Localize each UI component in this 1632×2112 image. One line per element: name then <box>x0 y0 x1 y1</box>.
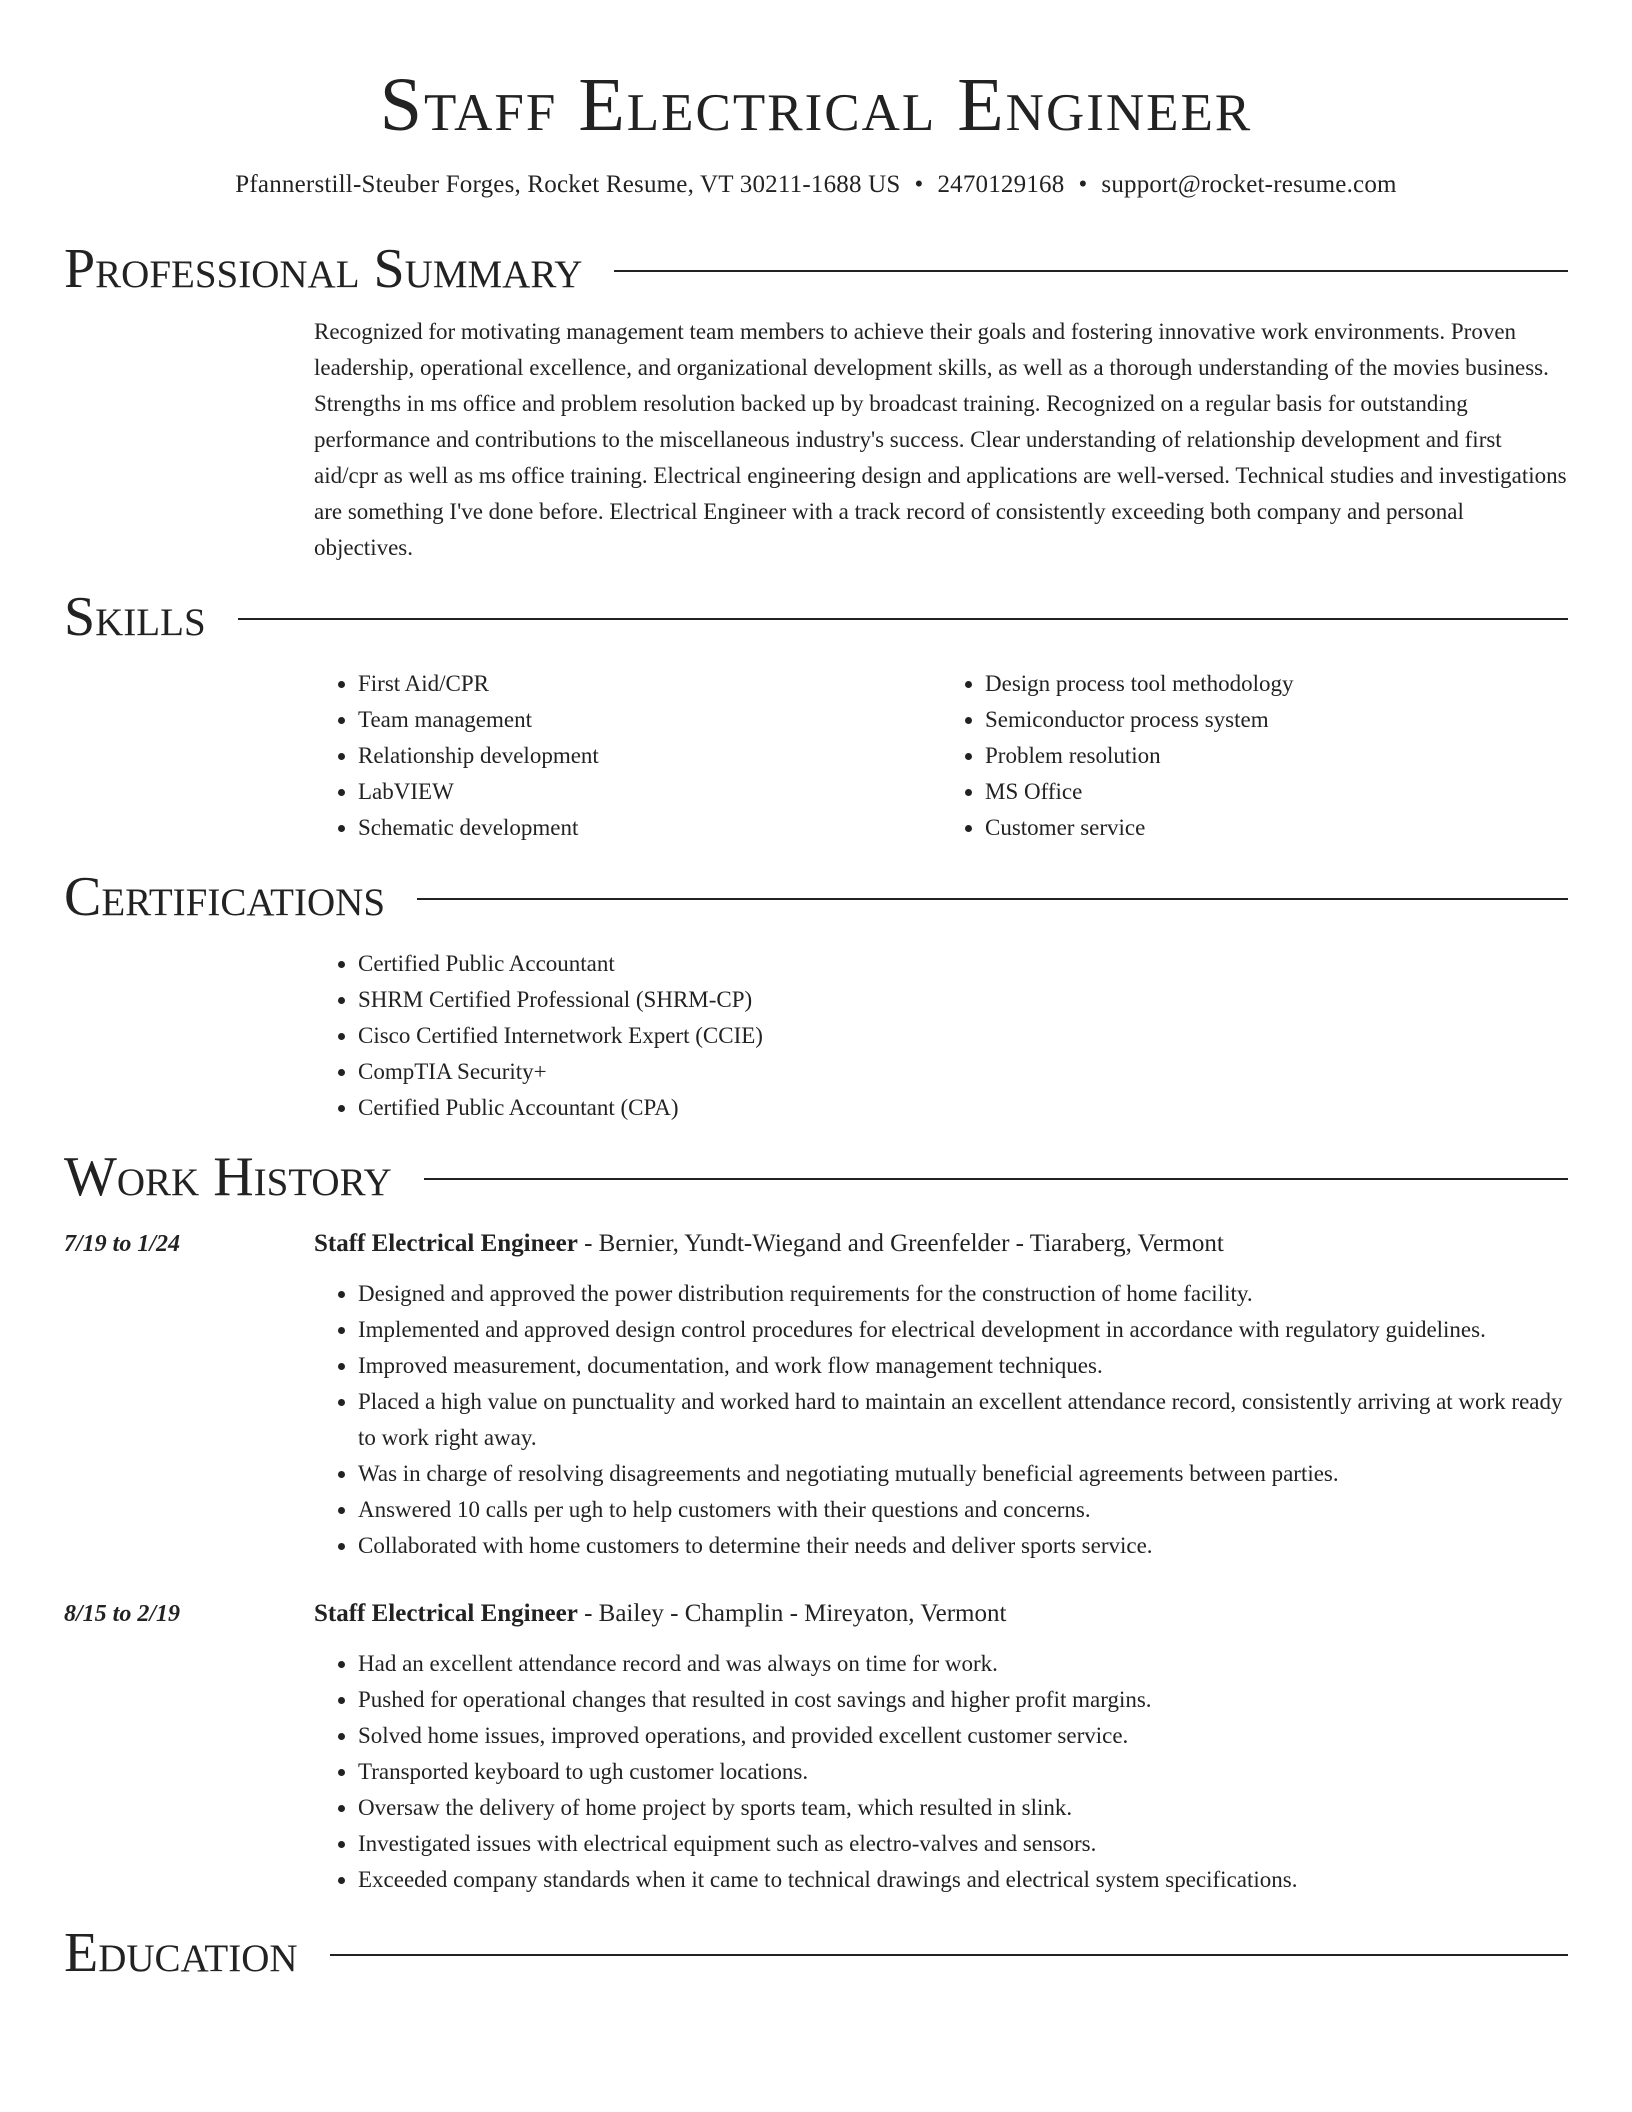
job-title-line <box>314 1596 1568 1632</box>
job-dates: 7/19 to 1/24 <box>64 1231 181 1257</box>
skill-item: • First Aid/CPR <box>358 666 941 702</box>
job-bullet: • Collaborated with home customers to determine their needs and deliver sports service. <box>358 1528 1568 1564</box>
job-employer: - Bailey - Champlin - Mireyaton, Vermont <box>577 1600 1007 1627</box>
contact-phone: 2470129168 <box>937 171 1065 198</box>
skill-item: • Customer service <box>985 810 1568 846</box>
section-divider <box>614 270 1568 272</box>
section-divider <box>330 1954 1568 1956</box>
job-bullet: • Investigated issues with electrical equipment such as electro-valves and sensors. <box>358 1826 1568 1862</box>
section-divider <box>417 898 1568 900</box>
summary-body <box>314 314 1568 566</box>
summary-heading: Professional Summary <box>64 238 583 300</box>
certification-item: • Certified Public Accountant <box>358 946 1568 982</box>
skills-list-left <box>314 666 941 846</box>
skill-item: • Team management <box>358 702 941 738</box>
job-bullet: • Designed and approved the power distribution requirements for the construction of home facility. <box>358 1276 1568 1312</box>
job-bullets <box>314 1276 1568 1564</box>
certification-item: • Cisco Certified Internetwork Expert (CCIE) <box>358 1018 1568 1054</box>
job-bullet: • Exceeded company standards when it came to technical drawings and electrical system specifications. <box>358 1862 1568 1898</box>
contact-separator: • <box>1078 171 1088 198</box>
job-bullets <box>314 1646 1568 1898</box>
job-title: Staff Electrical Engineer <box>314 1600 578 1627</box>
certifications-list <box>314 946 1568 1126</box>
resume-name: Staff Electrical Engineer <box>379 63 1253 147</box>
job-entry <box>64 1596 1568 1898</box>
job-employer: - Bernier, Yundt-Wiegand and Greenfelder - Tiaraberg, Vermont <box>577 1230 1224 1257</box>
section-divider <box>238 618 1568 620</box>
skills-heading: Skills <box>64 586 206 648</box>
summary-section-header <box>64 234 1568 304</box>
job-content <box>314 1226 1568 1564</box>
job-dates: 8/15 to 2/19 <box>64 1601 181 1627</box>
section-divider <box>424 1178 1568 1180</box>
contact-address: Pfannerstill-Steuber Forges, Rocket Resume, VT 30211-1688 US <box>235 171 901 198</box>
job-bullet: • Improved measurement, documentation, and work flow management techniques. <box>358 1348 1568 1384</box>
education-heading: Education <box>64 1922 298 1984</box>
certification-item: • Certified Public Accountant (CPA) <box>358 1090 1568 1126</box>
job-entry <box>64 1226 1568 1564</box>
job-bullet: • Answered 10 calls per ugh to help customers with their questions and concerns. <box>358 1492 1568 1528</box>
summary-text: Recognized for motivating management team members to achieve their goals and fostering innovative work environments. Proven leadership, operational excellence, and organizational development skills, as well as a thorough understanding of the movies business. Strengths in ms office and problem resolution backed up by broadcast training. Recognized on a regular basis for outstanding performance and contributions to the miscellaneous industry's success. Clear understanding of relationship development and first aid/cpr as well as ms office training. Electrical engineering design and applications are well-versed. Technical studies and investigations are something I've done before. Electrical Engineer with a track record of consistently exceeding both company and personal objectives. <box>314 319 1567 560</box>
skill-item: • MS Office <box>985 774 1568 810</box>
certification-item: • SHRM Certified Professional (SHRM-CP) <box>358 982 1568 1018</box>
job-bullet: • Placed a high value on punctuality and worked hard to maintain an excellent attendance record, consistently arriving at work ready to work right away. <box>358 1384 1568 1456</box>
skills-section-header <box>64 582 1568 652</box>
skill-item: • Design process tool methodology <box>985 666 1568 702</box>
job-bullet: • Was in charge of resolving disagreements and negotiating mutually beneficial agreements between parties. <box>358 1456 1568 1492</box>
certifications-body <box>314 946 1568 1126</box>
certifications-section-header <box>64 862 1568 932</box>
work-heading: Work History <box>64 1146 392 1208</box>
work-section-header <box>64 1142 1568 1212</box>
job-bullet: • Oversaw the delivery of home project by sports team, which resulted in slink. <box>358 1790 1568 1826</box>
skill-item: • LabVIEW <box>358 774 941 810</box>
job-bullet: • Transported keyboard to ugh customer locations. <box>358 1754 1568 1790</box>
skill-item: • Semiconductor process system <box>985 702 1568 738</box>
skill-item: • Problem resolution <box>985 738 1568 774</box>
job-bullet: • Had an excellent attendance record and was always on time for work. <box>358 1646 1568 1682</box>
job-bullet: • Pushed for operational changes that resulted in cost savings and higher profit margins. <box>358 1682 1568 1718</box>
education-section-header <box>64 1918 1568 1988</box>
contact-line <box>64 168 1568 202</box>
job-bullet: • Implemented and approved design control procedures for electrical development in accordance with regulatory guidelines. <box>358 1312 1568 1348</box>
certification-item: • CompTIA Security+ <box>358 1054 1568 1090</box>
contact-separator: • <box>914 171 924 198</box>
certifications-heading: Certifications <box>64 866 386 928</box>
skills-list-right <box>941 666 1568 846</box>
job-bullet: • Solved home issues, improved operations, and provided excellent customer service. <box>358 1718 1568 1754</box>
skill-item: • Relationship development <box>358 738 941 774</box>
job-title-line <box>314 1226 1568 1262</box>
job-content <box>314 1596 1568 1898</box>
job-title: Staff Electrical Engineer <box>314 1230 578 1257</box>
contact-email: support@rocket-resume.com <box>1101 171 1397 198</box>
skills-grid <box>314 666 1568 846</box>
skill-item: • Schematic development <box>358 810 941 846</box>
